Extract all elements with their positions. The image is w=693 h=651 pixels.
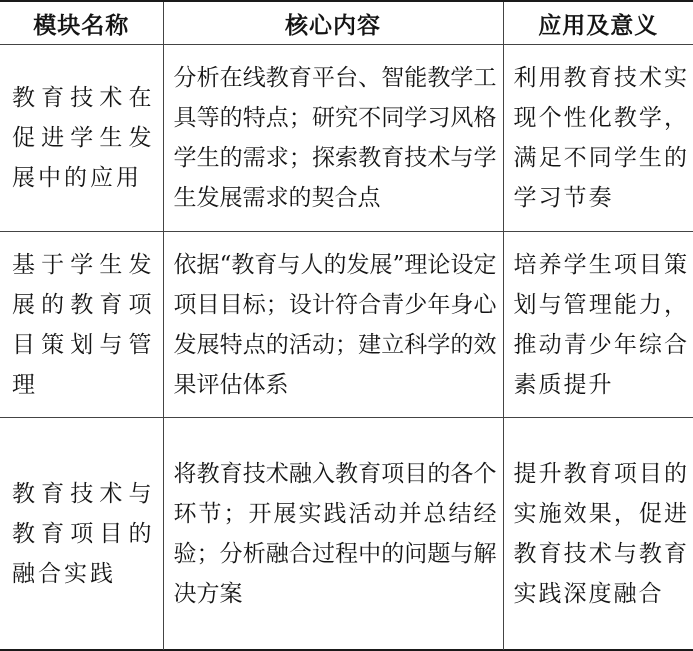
module-text: 教育技术在促进学生发展中的应用 xyxy=(12,85,155,191)
header-core-content: 核心内容 xyxy=(163,2,503,45)
module-text: 教育技术与教育项目的融合实践 xyxy=(12,480,155,587)
module-table xyxy=(0,2,693,650)
application-cell xyxy=(503,232,693,418)
module-text: 基于学生发展的教育项目策划与管理 xyxy=(12,251,155,398)
application-cell xyxy=(503,418,693,650)
table-row xyxy=(0,45,693,232)
application-text: 培养学生项目策划与管理能力，推动青少年综合素质提升 xyxy=(513,251,689,398)
header-module-name: 模块名称 xyxy=(0,2,163,45)
table-header-row xyxy=(0,2,693,45)
module-cell xyxy=(0,418,163,650)
application-text: 利用教育技术实现个性化教学，满足不同学生的学习节奏 xyxy=(513,65,689,211)
table-row xyxy=(0,418,693,650)
content-text: 依据“教育与人的发展”理论设定项目目标；设计符合青少年身心发展特点的活动；建立科学的效果评估体系 xyxy=(173,251,497,398)
application-cell xyxy=(503,45,693,232)
content-cell xyxy=(163,418,503,650)
module-cell xyxy=(0,232,163,418)
content-cell xyxy=(163,45,503,232)
module-cell xyxy=(0,45,163,232)
header-application: 应用及意义 xyxy=(503,2,693,45)
content-text: 分析在线教育平台、智能教学工具等的特点；研究不同学习风格学生的需求；探索教育技术与学生发展需求的契合点 xyxy=(173,65,497,211)
application-text: 提升教育项目的实施效果，促进教育技术与教育实践深度融合 xyxy=(513,460,689,607)
content-text: 将教育技术融入教育项目的各个环节；开展实践活动并总结经验；分析融合过程中的问题与解决方案 xyxy=(173,460,497,607)
content-cell xyxy=(163,232,503,418)
table-row xyxy=(0,232,693,418)
